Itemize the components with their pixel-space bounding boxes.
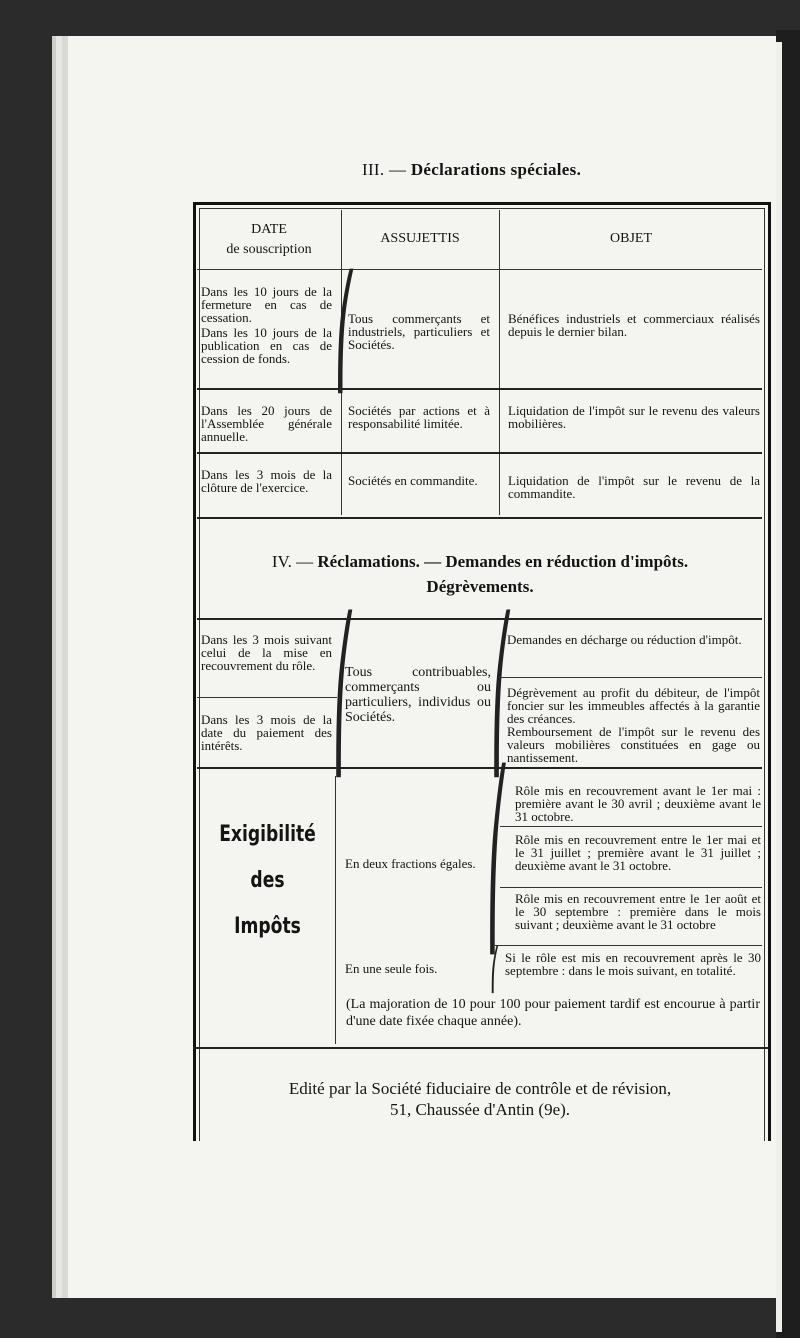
row-2-assujettis: Sociétés par actions et à responsabilité limitée. [348,403,490,431]
deux-fractions-label: En deux fractions égales. [345,856,476,871]
brace: ⎛ [490,613,515,776]
header-date: DATE de souscription [226,222,312,257]
header-assujettis: ASSUJETTIS [380,231,460,246]
divider [197,697,337,698]
divider [335,776,336,1044]
fraction-item-3: Rôle mis en recouvrement entre le 1er août et le 30 septembre : première dans le mois suivant ; deuxième avant le 31 octobre [515,891,761,932]
section-4-assujettis: Tous contribuables, commerçants ou particuliers, individus ou Sociétés. [345,665,491,725]
brace: ⎛ [490,947,500,993]
row-3-date: Dans les 3 mois de la clôture de l'exercice. [201,467,332,495]
row-2-date: Dans les 20 jours de l'Assemblée générale annuelle. [201,403,332,444]
divider [197,452,762,454]
divider [197,767,762,769]
row-1-date-b: Dans les 10 jours de la publication en cas de cession de fonds. [201,325,332,366]
row-3-assujettis: Sociétés en commandite. [348,473,478,488]
divider [500,887,762,888]
footer-publisher: Edité par la Société fiduciaire de contrôle et de révision, [288,1079,672,1098]
brace: ⎛ [332,613,357,776]
divider [197,269,762,270]
row-1-assujettis: Tous commerçants et industriels, particuliers et Sociétés. [348,311,490,352]
fraction-item-1: Rôle mis en recouvrement avant le 1er mai : première avant le 30 avril ; deuxième avant le 31 octobre. [515,783,761,824]
section-4-objet-2: Dégrèvement au profit du débiteur, de l'impôt foncier sur les immeubles affectés à la garantie des créances. [507,685,760,726]
divider [197,517,762,519]
divider [197,388,762,390]
une-seule-label: En une seule fois. [345,961,438,976]
row-2-objet: Liquidation de l'impôt sur le revenu des valeurs mobilières. [508,403,760,431]
header-objet: OBJET [610,231,652,246]
majoration-note: (La majoration de 10 pour 100 pour paiement tardif est encourue à partir d'une date fixée chaque année). [346,997,760,1029]
des-label: des [250,868,285,893]
impots-label: Impôts [234,914,301,939]
row-1-objet: Bénéfices industriels et commerciaux réalisés depuis le dernier bilan. [508,311,760,339]
une-seule-item: Si le rôle est mis en recouvrement après le 30 septembre : dans le mois suivant, en totalité. [505,950,761,978]
divider [197,618,762,620]
section-4-objet-1: Demandes en décharge ou réduction d'impôt. [507,632,742,647]
row-1-date-a: Dans les 10 jours de la fermeture en cas de cessation. [201,284,332,325]
section-4-date-a: Dans les 3 mois suivant celui de la mise en recouvrement du rôle. [201,632,332,673]
brace: ⎛ [486,765,510,952]
section-3-title [362,160,581,180]
section-4-objet-3: Remboursement de l'impôt sur le revenu des valeurs mobilières constituées en gage ou nantissement. [507,724,760,765]
divider [499,210,500,515]
fraction-item-2: Rôle mis en recouvrement entre le 1er mai et le 31 juillet ; première avant le 31 juillet ; deuxième avant le 31 octobre. [515,832,761,873]
exigibilite-label: Exigibilité [219,822,316,847]
footer-address: 51, Chaussée d'Antin (9e). [389,1100,571,1119]
section-3-heading: Déclarations spéciales. [410,160,582,179]
section-3-number: III. — [362,160,407,179]
section-4-subheading: Dégrèvements. [426,577,534,596]
divider [500,677,762,678]
section-4-title [200,549,760,599]
page-edge [776,30,800,1338]
divider [193,1047,768,1049]
section-4-date-b: Dans les 3 mois de la date du paiement des intérêts. [201,712,332,753]
section-4-heading: Réclamations. — Demandes en réduction d'impôts. [317,552,689,571]
divider [500,826,762,827]
section-4-number: IV. — [271,552,314,571]
brace: ⎛ [334,270,358,392]
row-3-objet: Liquidation de l'impôt sur le revenu de la commandite. [508,473,760,501]
divider [493,945,762,946]
